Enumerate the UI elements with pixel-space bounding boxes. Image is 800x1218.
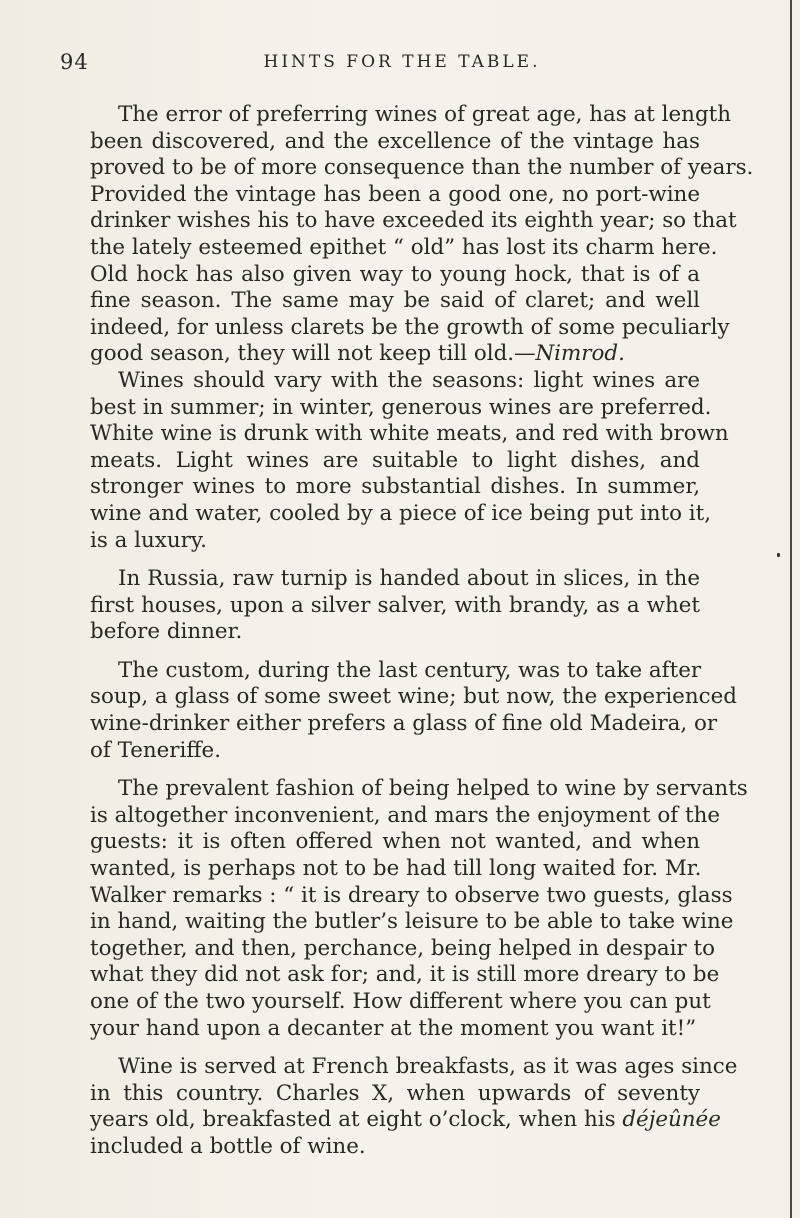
page-edge-rule — [790, 0, 792, 1218]
text-line: wine-drinker either prefers a glass of fine old Madeira, or — [90, 711, 718, 737]
page-header — [60, 50, 704, 78]
text-line: Walker remarks : “ it is dreary to observe two guests, glass — [90, 882, 733, 908]
text-line — [60, 1107, 721, 1134]
text-line: Wines should vary with the seasons: light wines are — [118, 367, 700, 393]
paragraph-russia — [60, 566, 700, 646]
text-line: included a bottle of wine. — [90, 1133, 366, 1159]
text-line: meats. Light wines are suitable to light dishes, and — [90, 447, 700, 473]
text-fragment: good season, they will not keep till old.— — [90, 341, 536, 367]
text-line: wine and water, cooled by a piece of ice being put into it, — [90, 500, 712, 526]
text-line: proved to be of more consequence than the number of years. — [90, 155, 754, 181]
text-line — [60, 341, 700, 368]
paragraph-breakfasts — [60, 1054, 738, 1160]
text-line: White wine is drunk with white meats, and red with brown — [90, 421, 729, 447]
text-line: Wine is served at French breakfasts, as it was ages since — [118, 1054, 738, 1080]
text-line: in this country. Charles X, when upwards of seventy — [90, 1080, 700, 1106]
page-number: 94 — [60, 50, 89, 74]
text-line: The custom, during the last century, was to take after — [118, 657, 702, 683]
paragraph-custom — [60, 657, 737, 764]
text-line: wanted, is perhaps not to be had till long waited for. Mr. — [90, 856, 702, 882]
text-line: In Russia, raw turnip is handed about in slices, in the — [118, 566, 700, 592]
text-line: best in summer; in winter, generous wines are preferred. — [90, 394, 712, 420]
text-line: been discovered, and the excellence of the vintage has — [90, 128, 700, 154]
text-line: is a luxury. — [90, 527, 207, 553]
text-line: together, and then, perchance, being helped in despair to — [90, 935, 715, 961]
text-line: before dinner. — [90, 619, 243, 645]
attribution: Nimrod. — [535, 341, 625, 367]
text-line: your hand upon a decanter at the moment you want it!” — [90, 1015, 697, 1041]
paragraph-servants — [60, 776, 748, 1042]
text-line: of Teneriffe. — [90, 737, 222, 763]
text-line: Old hock has also given way to young hock, that is of a — [90, 261, 700, 287]
text-line: one of the two yourself. How different where you can put — [90, 989, 711, 1014]
text-line: Provided the vintage has been a good one, no port-wine — [90, 181, 700, 207]
text-line: fine season. The same may be said of claret; and well — [90, 288, 700, 314]
text-line: drinker wishes his to have exceeded its eighth year; so that — [90, 208, 737, 234]
ink-speck — [777, 553, 780, 557]
text-line: is altogether inconvenient, and mars the enjoyment of the — [90, 802, 721, 828]
text-line: the lately esteemed epithet “ old” has lost its charm here. — [90, 234, 718, 260]
paragraph-seasons — [60, 367, 729, 554]
page-body — [60, 102, 754, 1161]
text-line: guests: it is often offered when not wanted, and when — [90, 829, 700, 855]
text-line: The prevalent fashion of being helped to wine by servants — [118, 776, 748, 802]
text-line: soup, a glass of some sweet wine; but now, the experienced — [90, 684, 737, 710]
running-head: HINTS FOR THE TABLE. — [263, 52, 541, 72]
text-line: The error of preferring wines of great age, has at length — [118, 102, 732, 127]
text-fragment: years old, breakfasted at eight o’clock, when his — [90, 1107, 616, 1133]
text-line: first houses, upon a silver salver, with brandy, as a whet — [90, 592, 700, 618]
text-line: in hand, waiting the butler’s leisure to be able to take wine — [90, 909, 734, 935]
text-line: stronger wines to more substantial dishes. In summer, — [90, 474, 700, 500]
paragraph-vintage — [60, 102, 754, 368]
text-line: what they did not ask for; and, it is still more dreary to be — [90, 962, 720, 988]
text-line: indeed, for unless clarets be the growth of some peculiarly — [90, 314, 730, 340]
italic-word: déjeûnée — [622, 1107, 721, 1133]
